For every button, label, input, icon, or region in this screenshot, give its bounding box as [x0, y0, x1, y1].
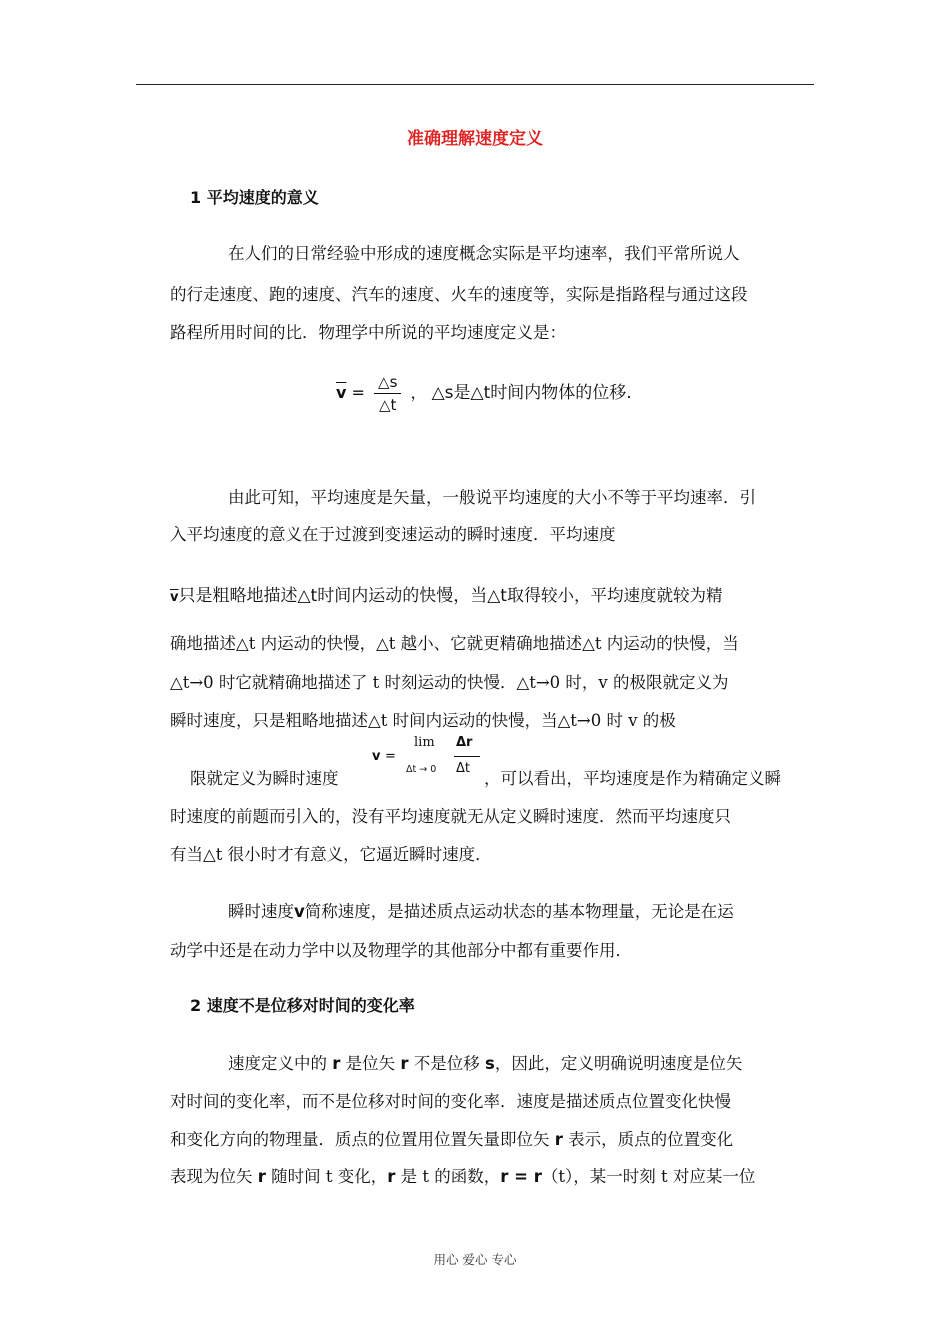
paragraph-line: 对时间的变化率，而不是位移对时间的变化率．速度是描述质点位置变化快慢	[170, 1092, 731, 1111]
paragraph-segment: 和变化方向的物理量．质点的位置用位置矢量即位矢	[170, 1130, 555, 1149]
formula-fraction	[374, 373, 401, 414]
average-velocity-formula	[336, 373, 632, 414]
fraction-bar	[454, 756, 480, 757]
paragraph-segment: 限就定义为瞬时速度	[190, 769, 339, 788]
position-vector-symbol: r	[554, 1130, 563, 1149]
paragraph-segment: ，可以看出，平均速度是作为精确定义瞬	[484, 769, 781, 788]
limit-operator: lim	[414, 735, 435, 750]
paragraph-line: 在人们的日常经验中形成的速度概念实际是平均速率，我们平常所说人	[228, 244, 740, 263]
paragraph-line	[228, 1050, 742, 1074]
position-vector-symbol: r	[387, 1167, 396, 1186]
paragraph-line: △t→0 时它就精确地描述了 t 时刻运动的快慢．△t→0 时，v 的极限就定义为	[170, 673, 729, 692]
paragraph-segment: 简称速度，是描述质点运动状态的基本物理量，无论是在运	[304, 902, 734, 921]
paragraph-segment: 表现为位矢	[170, 1167, 258, 1186]
position-vector-symbol: r	[257, 1167, 266, 1186]
paragraph-segment: 瞬时速度	[228, 902, 294, 921]
formula-denominator: Δt	[456, 761, 470, 776]
paragraph-segment: 是位矢	[340, 1054, 401, 1073]
displacement-symbol: s	[485, 1054, 495, 1073]
paragraph-segment: 随时间 t 变化，	[265, 1167, 388, 1186]
document-title: 准确理解速度定义	[407, 129, 543, 149]
position-vector-symbol: r	[400, 1054, 409, 1073]
paragraph-line	[170, 1126, 733, 1150]
paragraph-line	[170, 581, 722, 606]
formula-denominator: △t	[379, 396, 397, 414]
formula-lhs: v	[372, 749, 381, 764]
paragraph-line: 时速度的前题而引入的，没有平均速度就无从定义瞬时速度．然而平均速度只	[170, 807, 731, 826]
paragraph-segment: ，因此，定义明确说明速度是位矢	[494, 1054, 743, 1073]
paragraph-line: 入平均速度的意义在于过渡到变速运动的瞬时速度．平均速度	[170, 525, 616, 544]
formula-equals: =	[351, 383, 365, 402]
limit-subscript: Δt → 0	[406, 764, 437, 775]
formula-lhs: $\overline{v}$	[336, 383, 347, 402]
instantaneous-velocity-formula	[372, 735, 482, 785]
formula-equals: =	[385, 749, 396, 764]
paragraph-line: 瞬时速度，只是粗略地描述△t 时间内运动的快慢，当△t→0 时 v 的极	[170, 711, 676, 730]
velocity-symbol: v	[294, 902, 305, 921]
paragraph-line: 动学中还是在动力学中以及物理学的其他部分中都有重要作用．	[170, 941, 632, 960]
paragraph-line	[170, 1163, 755, 1187]
formula-description: △s是△t时间内物体的位移.	[431, 383, 632, 403]
paragraph-segment: 表示，质点的位置变化	[562, 1130, 734, 1149]
paragraph-segment: 较小，平均速度就较为精	[540, 586, 723, 605]
paragraph-line	[228, 898, 734, 922]
position-vector-symbol: r	[332, 1054, 341, 1073]
formula-numerator: Δr	[456, 735, 473, 750]
paragraph-segment: 是 t 的函数，	[395, 1167, 501, 1186]
paragraph-line: 的行走速度、跑的速度、汽车的速度、火车的速度等，实际是指路程与通过这段	[170, 285, 748, 304]
paragraph-segment: 不是位移	[408, 1054, 486, 1073]
formula-separator: ，	[410, 383, 427, 402]
paragraph-segment: 速度定义中的	[228, 1054, 333, 1073]
section-2-heading: 2 速度不是位移对时间的变化率	[190, 996, 415, 1015]
page-footer: 用心 爱心 专心	[433, 1252, 517, 1267]
paragraph-line: 确地描述△t 内运动的快慢，△t 越小、它就更精确地描述△t 内运动的快慢，当	[170, 634, 739, 653]
position-function-expression: r = r	[500, 1167, 542, 1186]
formula-numerator: △s	[374, 373, 401, 394]
paragraph-line: 由此可知，平均速度是矢量，一般说平均速度的大小不等于平均速率．引	[228, 488, 756, 507]
header-rule	[136, 84, 814, 85]
paragraph-segment: （t），某一时刻 t 对应某一位	[541, 1167, 756, 1186]
v-bar-symbol: $\overline{v}$	[170, 590, 179, 605]
paragraph-bold-segment: 只是粗略地描述△t时间内运动的快慢，当△t取得	[178, 586, 541, 606]
paragraph-line: 有当△t 很小时才有意义，它逼近瞬时速度．	[170, 845, 492, 864]
section-1-heading: 1 平均速度的意义	[190, 188, 319, 207]
paragraph-line: 路程所用时间的比．物理学中所说的平均速度定义是：	[170, 323, 566, 342]
